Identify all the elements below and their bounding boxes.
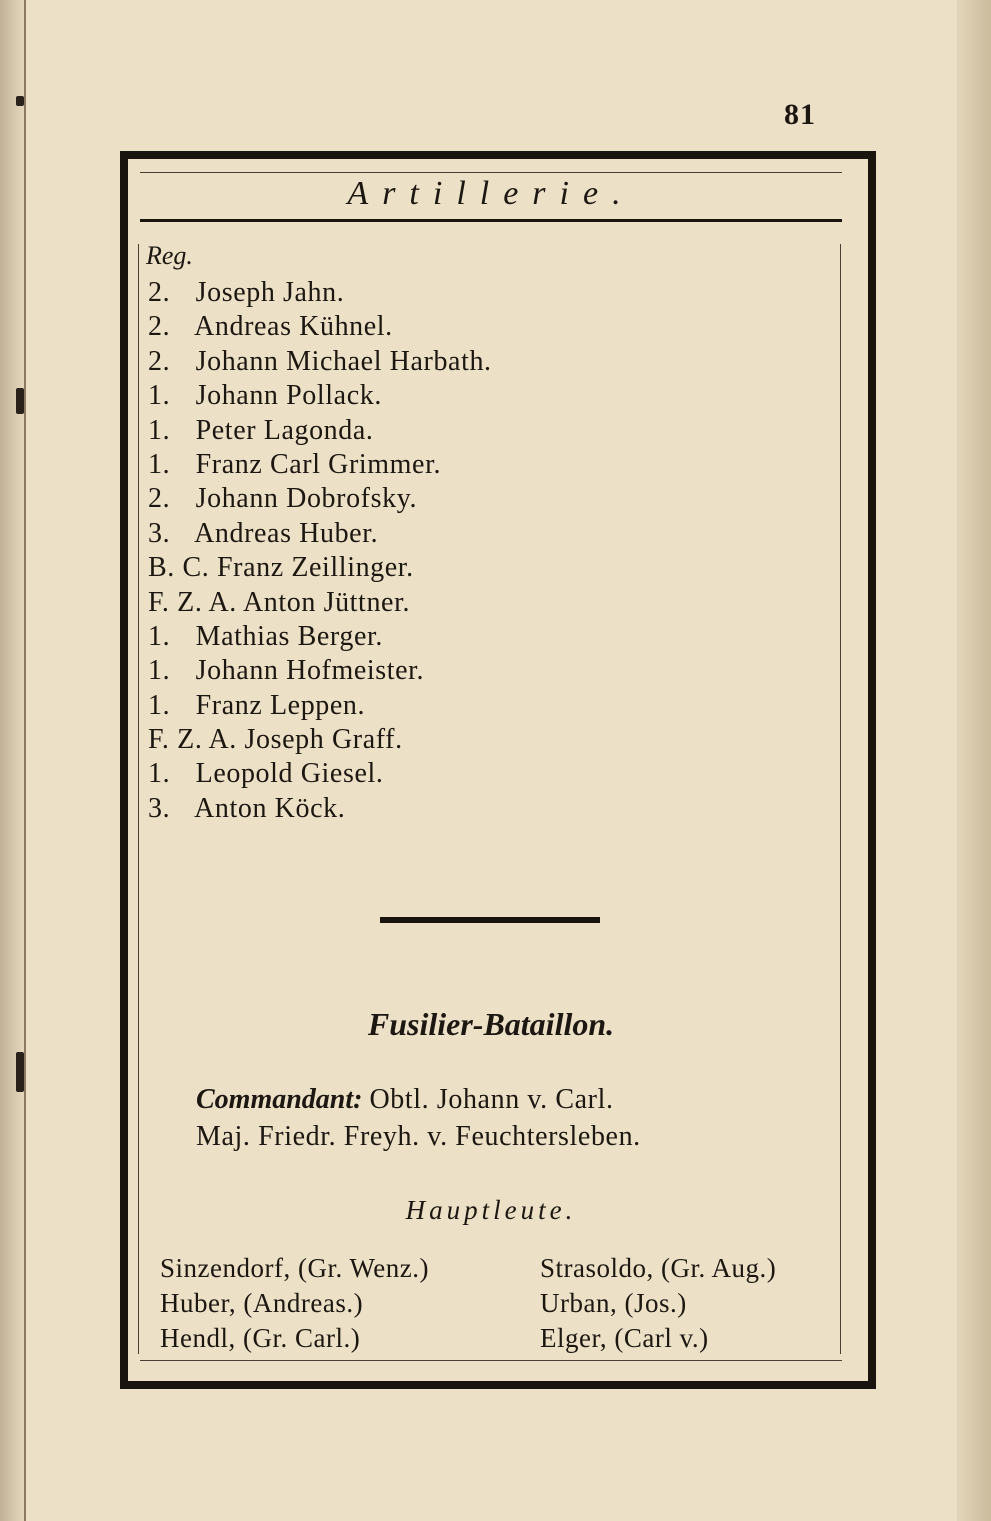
roster-number: 3. <box>148 792 171 824</box>
captain-entry: Elger, (Carl v.) <box>540 1323 709 1353</box>
commander-label: Commandant: <box>196 1084 363 1115</box>
captains-row <box>160 1286 860 1321</box>
roster-number: 1. <box>148 689 171 721</box>
artillery-roster <box>148 276 492 826</box>
spine-mark <box>16 96 24 106</box>
title-rule-bottom <box>140 219 842 222</box>
roster-row <box>148 448 492 482</box>
roster-row <box>148 654 492 688</box>
captains-list <box>160 1251 860 1356</box>
page-edge <box>957 0 991 1521</box>
inner-rule-left <box>138 244 139 1354</box>
page-number: 81 <box>784 98 816 131</box>
roster-number: 2. <box>148 345 171 377</box>
commander-line <box>196 1084 614 1116</box>
roster-row <box>148 792 492 826</box>
roster-number: 1. <box>148 448 171 480</box>
roster-number: 1. <box>148 414 171 446</box>
roster-name: Leopold Giesel. <box>195 758 384 790</box>
commander-name: Obtl. Johann v. Carl. <box>369 1084 614 1115</box>
spine-line <box>24 0 26 1521</box>
roster-number: 2. <box>148 277 171 308</box>
page-gutter <box>0 0 26 1521</box>
roster-number: 1. <box>148 380 171 412</box>
major-line: Maj. Friedr. Freyh. v. Feuchtersleben. <box>196 1121 641 1152</box>
spine-mark <box>16 388 24 414</box>
captain-entry: Strasoldo, (Gr. Aug.) <box>540 1253 777 1283</box>
roster-row <box>148 276 492 310</box>
roster-row <box>148 586 492 620</box>
roster-name: Johann Pollack. <box>195 380 382 412</box>
roster-number: 2. <box>148 483 171 515</box>
roster-row <box>148 551 492 585</box>
roster-number: 3. <box>148 517 171 549</box>
roster-row <box>148 620 492 654</box>
section-title: Artillerie. <box>347 175 635 212</box>
roster-name: Joseph Graff. <box>244 724 403 756</box>
captains-row <box>160 1251 860 1286</box>
roster-name: Anton Jüttner. <box>242 586 411 618</box>
roster-name: Andreas Kühnel. <box>194 311 393 343</box>
roster-row <box>148 379 492 413</box>
roster-number: 1. <box>148 655 171 687</box>
roster-number: F. Z. A. <box>148 724 237 756</box>
roster-name: Peter Lagonda. <box>195 414 374 446</box>
roster-row <box>148 482 492 516</box>
roster-number: 1. <box>148 620 171 652</box>
roster-name: Joseph Jahn. <box>195 277 345 308</box>
captains-title: Hauptleute. <box>405 1195 577 1225</box>
roster-number: 2. <box>148 311 171 343</box>
roster-number: F. Z. A. <box>148 586 237 618</box>
captain-entry: Hendl, (Gr. Carl.) <box>160 1323 361 1353</box>
inner-rule-bottom <box>140 1360 842 1361</box>
roster-name: Anton Köck. <box>194 792 346 824</box>
battalion-title: Fusilier-Bataillon. <box>367 1006 615 1042</box>
roster-name: Johann Hofmeister. <box>195 655 425 687</box>
roster-name: Mathias Berger. <box>195 620 383 652</box>
roster-row <box>148 310 492 344</box>
roster-number: 1. <box>148 758 171 790</box>
inner-rule-right <box>840 244 841 1354</box>
roster-row <box>148 345 492 379</box>
spine-mark <box>16 1052 24 1092</box>
section-divider <box>380 917 600 923</box>
roster-name: Andreas Huber. <box>194 517 379 549</box>
roster-row <box>148 517 492 551</box>
captain-entry: Urban, (Jos.) <box>540 1288 687 1318</box>
roster-name: Johann Dobrofsky. <box>195 483 418 515</box>
roster-name: Franz Zeillinger. <box>216 552 414 584</box>
roster-number: B. C. <box>148 552 210 584</box>
roster-row <box>148 689 492 723</box>
captain-entry: Huber, (Andreas.) <box>160 1288 364 1318</box>
roster-row <box>148 414 492 448</box>
roster-name: Franz Carl Grimmer. <box>195 448 442 480</box>
roster-name: Franz Leppen. <box>195 689 366 721</box>
roster-row <box>148 757 492 791</box>
reg-label: Reg. <box>146 241 193 270</box>
roster-name: Johann Michael Harbath. <box>195 345 492 377</box>
roster-row <box>148 723 492 757</box>
captain-entry: Sinzendorf, (Gr. Wenz.) <box>160 1253 430 1283</box>
captains-row <box>160 1321 860 1356</box>
